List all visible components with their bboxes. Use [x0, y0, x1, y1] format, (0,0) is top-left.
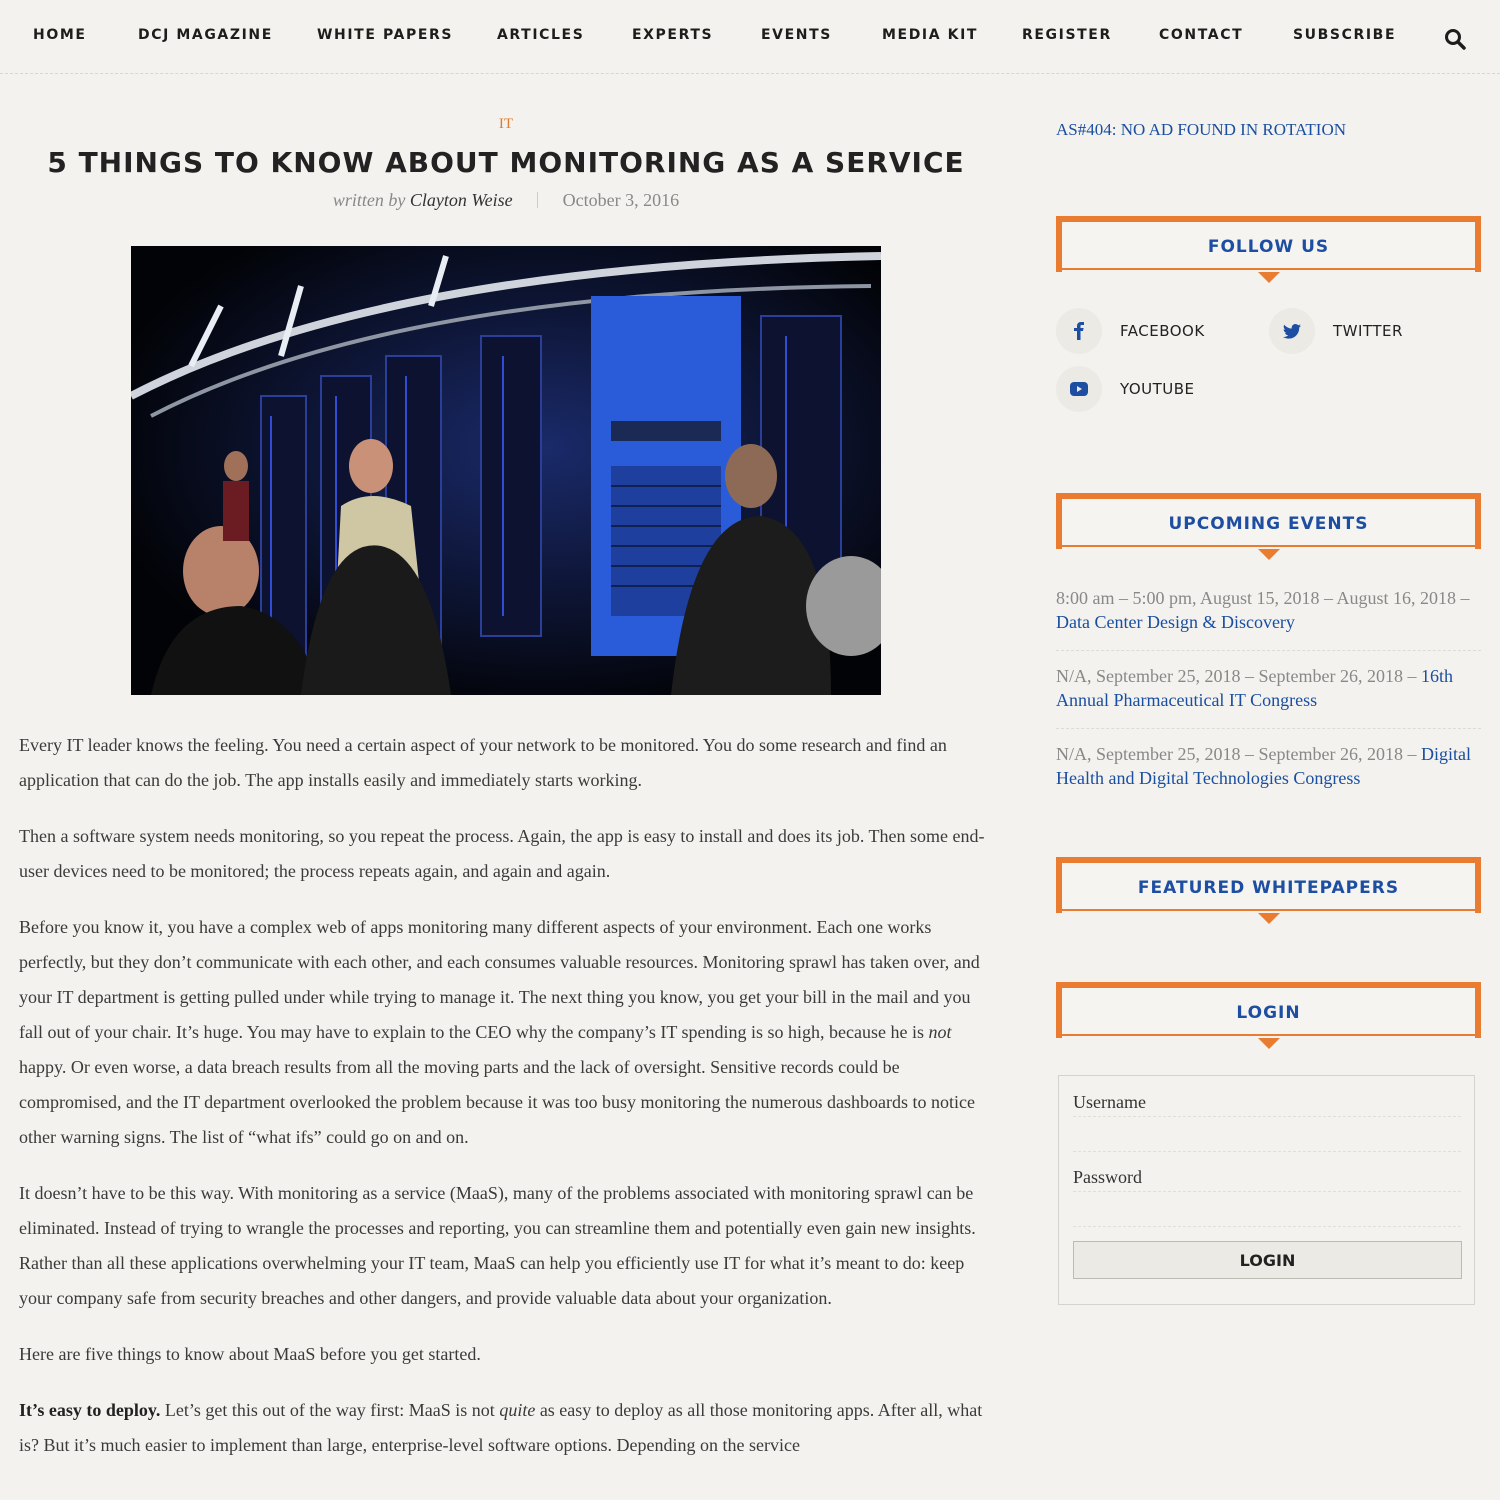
hero-image — [131, 246, 881, 695]
paragraph-3 — [19, 910, 994, 1155]
event-item — [1056, 742, 1481, 806]
point-heading: It’s easy to deploy. — [19, 1400, 161, 1420]
nav-media-kit[interactable]: MEDIA KIT — [882, 27, 979, 43]
upcoming-events-widget-header — [1056, 493, 1481, 549]
article-category[interactable]: IT — [498, 116, 514, 132]
event-title-link[interactable]: 16th Annual Pharmaceutical IT Congress — [1056, 666, 1453, 710]
nav-contact[interactable]: CONTACT — [1159, 27, 1244, 43]
twitter-label: TWITTER — [1333, 322, 1403, 340]
event-when: N/A, September 25, 2018 – September 26, 2018 – — [1056, 744, 1421, 764]
facebook-link[interactable] — [1056, 308, 1205, 354]
paragraph-4: It doesn’t have to be this way. With monitoring as a service (MaaS), many of the problems associated with monitoring sprawl can be eliminated. Instead of trying to wrangle the processes and reporting, you can streamline them and potentially even gain new insights. Rather than all these applications overwhelming your IT team, MaaS can help you efficiently use IT for what it’s meant to do: keep your company safe from security breaches and other dangers, and provide valuable data about your organization. — [19, 1183, 976, 1308]
follow-us-title: FOLLOW US — [1207, 237, 1330, 257]
password-input[interactable] — [1073, 1191, 1461, 1227]
server-room-illustration — [131, 246, 881, 695]
widget-notch — [1258, 913, 1280, 924]
nav-experts[interactable]: EXPERTS — [632, 27, 714, 43]
widget-notch — [1258, 272, 1280, 283]
article-date: October 3, 2016 — [562, 190, 680, 210]
twitter-icon — [1269, 308, 1315, 354]
facebook-icon — [1056, 308, 1102, 354]
ad-placeholder-link[interactable]: AS#404: NO AD FOUND IN ROTATION — [1056, 120, 1347, 139]
nav-subscribe[interactable]: SUBSCRIBE — [1293, 27, 1397, 43]
paragraph-1: Every IT leader knows the feeling. You need a certain aspect of your network to be monitored. You do some research and find an application that can do the job. The app installs easily and immediately starts working. — [19, 735, 947, 790]
search-icon[interactable] — [1444, 28, 1466, 50]
youtube-label: YOUTUBE — [1120, 380, 1195, 398]
username-input[interactable] — [1073, 1116, 1461, 1152]
event-title-link[interactable]: Data Center Design & Discovery — [1056, 612, 1295, 632]
byline — [0, 190, 1012, 211]
paragraph-3-part-b: happy. Or even worse, a data breach results from all the moving parts and the lack of oversight. Sensitive records could be compromised, and the IT department overlooked the problem because it was too busy monitoring the numerous dashboards to notice other warning signs. The list of “what ifs” could go on and on. — [19, 1057, 975, 1147]
nav-register[interactable]: REGISTER — [1022, 27, 1112, 43]
login-button[interactable]: LOGIN — [1073, 1241, 1462, 1279]
login-widget-header — [1056, 982, 1481, 1038]
emphasis-not: not — [928, 1022, 952, 1042]
author-link[interactable]: Clayton Weise — [409, 190, 513, 210]
event-item — [1056, 586, 1481, 651]
event-title-link[interactable]: Digital Health and Digital Technologies Congress — [1056, 744, 1471, 788]
username-label: Username — [1073, 1092, 1146, 1112]
nav-articles[interactable]: ARTICLES — [497, 27, 585, 43]
youtube-icon — [1056, 366, 1102, 412]
article-body — [19, 728, 994, 1484]
emphasis-quite: quite — [499, 1400, 536, 1420]
paragraph-2: Then a software system needs monitoring, so you repeat the process. Again, the app is easy to install and does its job. Then some end-user devices need to be monitored; the process repeats again, and again and again. — [19, 826, 985, 881]
login-form — [1058, 1075, 1475, 1305]
events-list — [1056, 586, 1481, 819]
paragraph-5: Here are five things to know about MaaS before you get started. — [19, 1344, 481, 1364]
top-navigation — [0, 0, 1500, 74]
event-when: N/A, September 25, 2018 – September 26, 2018 – — [1056, 666, 1421, 686]
login-title: LOGIN — [1236, 1003, 1301, 1023]
nav-dcj-magazine[interactable]: DCJ MAGAZINE — [138, 27, 273, 43]
widget-notch — [1258, 549, 1280, 560]
article-title: 5 THINGS TO KNOW ABOUT MONITORING AS A SERVICE — [47, 146, 965, 179]
paragraph-6 — [19, 1393, 994, 1463]
facebook-label: FACEBOOK — [1120, 322, 1205, 340]
event-item — [1056, 664, 1481, 729]
written-by-label: written by — [332, 190, 406, 210]
event-when: 8:00 am – 5:00 pm, August 15, 2018 – August 16, 2018 – — [1056, 588, 1470, 608]
follow-us-widget-header — [1056, 216, 1481, 272]
featured-whitepapers-widget-header — [1056, 857, 1481, 913]
widget-notch — [1258, 1038, 1280, 1049]
twitter-link[interactable] — [1269, 308, 1403, 354]
nav-events[interactable]: EVENTS — [761, 27, 832, 43]
byline-divider — [537, 192, 538, 208]
password-label: Password — [1073, 1167, 1143, 1187]
upcoming-events-title: UPCOMING EVENTS — [1168, 514, 1369, 534]
paragraph-6-part-a: Let’s get this out of the way first: MaaS is not — [160, 1400, 500, 1420]
paragraph-3-part-a: Before you know it, you have a complex web of apps monitoring many different aspects of your environment. Each one works perfectly, but they don’t communicate with each other, and each consumes valuable resources. Monitoring sprawl has taken over, and your IT department is getting pulled under while trying to manage it. The next thing you know, you get your bill in the mail and you fall out of your chair. It’s huge. You may have to explain to the CEO why the company’s IT spending is so high, because he is — [19, 917, 980, 1042]
nav-home[interactable]: HOME — [33, 27, 87, 43]
youtube-link[interactable] — [1056, 366, 1195, 412]
paragraph-6-part-b: as easy to deploy as all those monitoring apps. After all, what is? But it’s much easier to implement than large, enterprise-level software options. Depending on the service — [19, 1400, 983, 1455]
nav-white-papers[interactable]: WHITE PAPERS — [317, 27, 454, 43]
featured-whitepapers-title: FEATURED WHITEPAPERS — [1137, 878, 1400, 898]
